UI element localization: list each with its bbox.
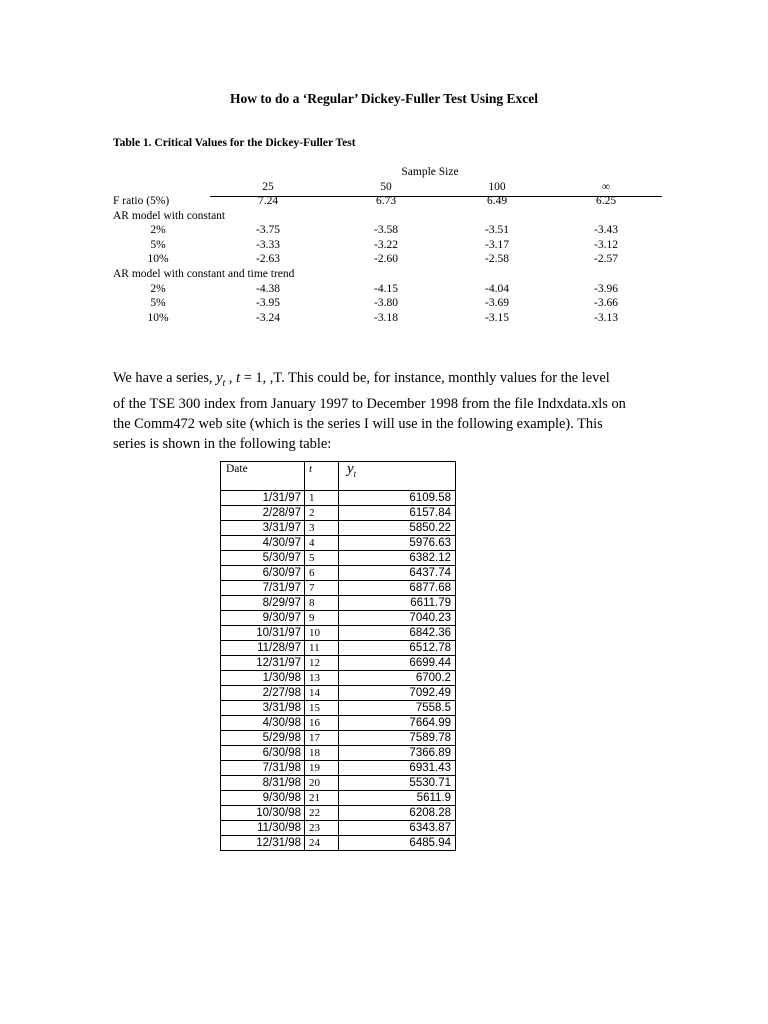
value-cell: 7664.99 [339,716,456,731]
value-cell: 6877.68 [339,581,456,596]
date-cell: 2/27/98 [221,686,305,701]
critical-value-cell: -3.13 [594,311,618,324]
date-cell: 4/30/97 [221,536,305,551]
critical-value-cell: -2.60 [374,253,398,266]
table-row [221,581,456,596]
critical-value-cell: -3.51 [485,224,509,237]
date-cell: 6/30/97 [221,566,305,581]
table-row [221,791,456,806]
value-cell: 6343.87 [339,821,456,836]
value-cell: 7589.78 [339,731,456,746]
value-cell: 6437.74 [339,566,456,581]
table-row [221,821,456,836]
section-label: AR model with constant [113,209,226,222]
column-header-3: ∞ [601,181,611,193]
critical-value-cell: -3.95 [256,297,280,310]
t-cell: 22 [305,806,339,821]
row-label: 5% [150,238,166,251]
value-cell: 7040.23 [339,611,456,626]
critical-value-cell: -3.17 [485,238,509,251]
section-label: AR model with constant and time trend [113,268,295,280]
column-header-0: 25 [262,181,274,193]
t-cell: 8 [305,596,339,611]
row-label: 10% [147,311,169,324]
critical-value-cell: -3.58 [374,224,398,237]
table-row [221,611,456,626]
date-cell: 7/31/97 [221,581,305,596]
table-row [221,521,456,536]
table-row [221,806,456,821]
t-cell: 1 [305,491,339,506]
critical-value-cell: -3.43 [594,224,618,237]
date-cell: 12/31/97 [221,656,305,671]
table1-caption: Table 1. Critical Values for the Dickey-Fuller Test [113,137,356,149]
critical-value-cell: -3.96 [594,282,618,295]
critical-value-cell: -4.38 [256,282,280,295]
table-row [221,491,456,506]
date-cell: 10/30/98 [221,806,305,821]
critical-value-cell: -3.66 [594,297,618,310]
table-row [221,536,456,551]
date-cell: 11/30/98 [221,821,305,836]
t-cell: 7 [305,581,339,596]
t-cell: 18 [305,746,339,761]
date-cell: 8/31/98 [221,776,305,791]
date-cell: 6/30/98 [221,746,305,761]
table-row [221,836,456,851]
row-label: 5% [150,297,166,310]
date-cell: 3/31/97 [221,521,305,536]
date-cell: 2/28/97 [221,506,305,521]
t-cell: 23 [305,821,339,836]
value-cell: 7092.49 [339,686,456,701]
row-label: 10% [147,253,169,266]
value-cell: 7366.89 [339,746,456,761]
value-cell: 5850.22 [339,521,456,536]
t-cell: 21 [305,791,339,806]
value-cell: 6700.2 [339,671,456,686]
value-cell: 5976.63 [339,536,456,551]
t-cell: 4 [305,536,339,551]
page-title: How to do a ‘Regular’ Dickey-Fuller Test Using Excel [230,91,538,106]
t-cell: 20 [305,776,339,791]
date-cell: 12/31/98 [221,836,305,851]
t-cell: 16 [305,716,339,731]
t-cell: 11 [305,641,339,656]
critical-value-cell: -3.75 [256,224,280,237]
t-cell: 19 [305,761,339,776]
critical-value-cell: -4.04 [485,282,509,295]
header-t: t [305,462,339,491]
t-cell: 6 [305,566,339,581]
paragraph-line-2: of the TSE 300 index from January 1997 to December 1998 from the file Indxdata.xls on [113,395,626,412]
table-row [221,731,456,746]
critical-value-cell: 7.24 [257,195,279,207]
table-row [221,566,456,581]
sample-size-label: Sample Size [401,166,459,178]
t-cell: 24 [305,836,339,851]
critical-value-cell: 6.49 [486,195,508,207]
row-label: 2% [150,282,166,295]
value-cell: 6382.12 [339,551,456,566]
value-cell: 6485.94 [339,836,456,851]
critical-value-cell: -3.24 [256,311,280,324]
value-cell: 6512.78 [339,641,456,656]
critical-value-cell: -3.12 [594,238,618,251]
value-cell: 6109.58 [339,491,456,506]
paragraph-line-3: the Comm472 web site (which is the series I will use in the following example). This [113,415,603,432]
date-cell: 10/31/97 [221,626,305,641]
value-cell: 5611.9 [339,791,456,806]
tse300-data-table [220,461,456,851]
date-cell: 5/29/98 [221,731,305,746]
t-cell: 3 [305,521,339,536]
date-cell: 9/30/98 [221,791,305,806]
table-row [221,626,456,641]
value-cell: 5530.71 [339,776,456,791]
t-cell: 12 [305,656,339,671]
table-row [221,551,456,566]
date-cell: 5/30/97 [221,551,305,566]
t-cell: 14 [305,686,339,701]
t-cell: 17 [305,731,339,746]
critical-value-cell: -3.33 [256,238,280,251]
critical-value-cell: -2.57 [594,253,618,266]
critical-value-cell: 6.25 [595,195,617,207]
table-row [221,776,456,791]
critical-value-cell: 6.73 [375,195,397,207]
row-label: F ratio (5%) [113,195,170,207]
value-cell: 6931.43 [339,761,456,776]
t-cell: 10 [305,626,339,641]
critical-value-cell: -3.15 [485,311,509,324]
value-cell: 6157.84 [339,506,456,521]
table-row [221,656,456,671]
t-cell: 15 [305,701,339,716]
table-row [221,641,456,656]
table-row [221,671,456,686]
date-cell: 4/30/98 [221,716,305,731]
table-row [221,761,456,776]
value-cell: 7558.5 [339,701,456,716]
critical-value-cell: -2.58 [485,253,509,266]
critical-value-cell: -3.69 [485,297,509,310]
column-header-1: 50 [380,181,392,193]
column-header-2: 100 [488,181,506,193]
critical-value-cell: -3.80 [374,297,398,310]
t-cell: 2 [305,506,339,521]
row-label: 2% [150,224,166,237]
table-row [221,506,456,521]
header-date: Date [221,462,305,491]
table-row [221,596,456,611]
critical-value-cell: -4.15 [374,282,398,295]
paragraph-line-1: We have a series, $y_t$ , t = 1, ,T. This could be, for instance, monthly values for the level [113,370,610,389]
table-row [221,746,456,761]
date-cell: 1/31/97 [221,491,305,506]
value-cell: 6842.36 [339,626,456,641]
date-cell: 3/31/98 [221,701,305,716]
date-cell: 7/31/98 [221,761,305,776]
t-cell: 13 [305,671,339,686]
series-symbol: $y_t$ [216,370,226,389]
table-header-row [221,462,456,491]
t-cell: 9 [305,611,339,626]
table-row [221,686,456,701]
date-cell: 1/30/98 [221,671,305,686]
table-row [221,701,456,716]
critical-value-cell: -2.63 [256,253,280,266]
table-row [221,716,456,731]
date-cell: 11/28/97 [221,641,305,656]
paragraph-line-4: series is shown in the following table: [113,435,332,452]
header-y: $y_t$ [339,462,456,491]
t-cell: 5 [305,551,339,566]
value-cell: 6699.44 [339,656,456,671]
critical-value-cell: -3.22 [374,238,398,251]
intro-paragraph [113,368,661,454]
critical-value-cell: -3.18 [374,311,398,324]
date-cell: 9/30/97 [221,611,305,626]
date-cell: 8/29/97 [221,596,305,611]
value-cell: 6611.79 [339,596,456,611]
value-cell: 6208.28 [339,806,456,821]
